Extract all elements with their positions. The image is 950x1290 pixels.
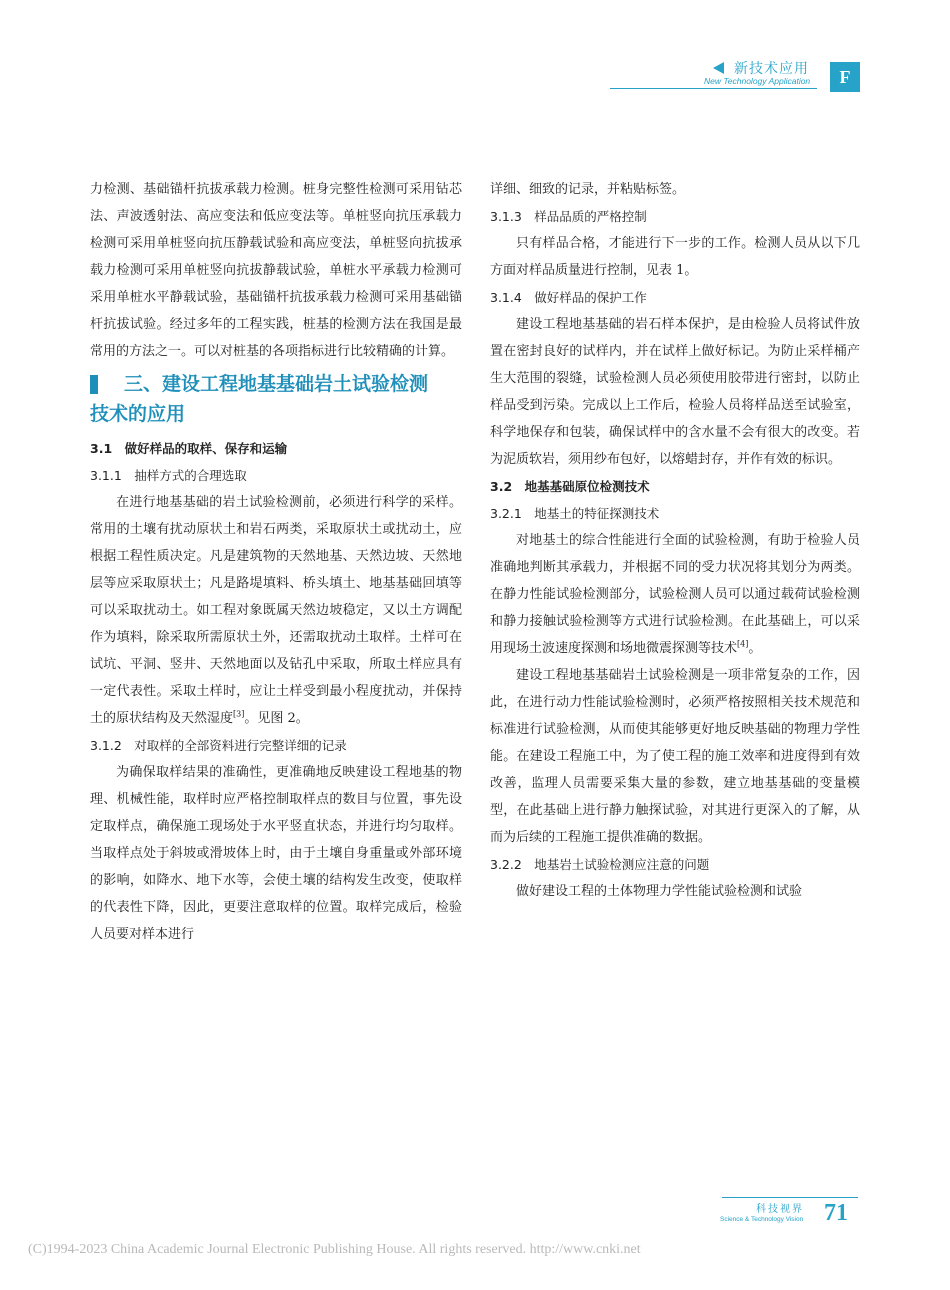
heading-3-2-2: 3.2.2 地基岩土试验检测应注意的问题	[490, 857, 710, 872]
heading-3-1-2: 3.1.2 对取样的全部资料进行完整详细的记录	[90, 738, 347, 753]
left-column	[90, 176, 462, 948]
section-heading-line1: 三、建设工程地基基础岩土试验检测	[124, 373, 429, 395]
paragraph-3-2-1b: 建设工程地基基础岩土试验检测是一项非常复杂的工作，因此，在进行动力性能试验检测时，必须严格按照相关技术规范和标准进行试验检测，从而使其能够更好地反映基础的物理力学性能。在建设工程施工中，为了使工程的施工效率和进度得到有效改善，监理人员需要采集大量的参数，建立地基基础的变量模型，在此基础上进行静力触探试验，对其进行更深入的了解，从而为后续的工程施工提供准确的数据。	[490, 668, 860, 845]
page-number: 71	[824, 1200, 848, 1226]
header-title-en: New Technology Application	[704, 76, 811, 86]
citation-4: [4]	[737, 639, 749, 649]
paragraph-continued: 详细、细致的记录，并粘贴标签。	[490, 182, 686, 197]
heading-3-2-1: 3.2.1 地基土的特征探测技术	[490, 506, 660, 521]
paragraph-3-2-2: 做好建设工程的土体物理力学性能试验检测和试验	[516, 884, 803, 899]
paragraph-3-1-3: 只有样品合格，才能进行下一步的工作。检测人员从以下几方面对样品质量进行控制，见表 1。	[490, 236, 860, 278]
triangle-left-icon	[713, 62, 724, 74]
paragraph-3-1-1-end: 。见图 2。	[244, 711, 309, 726]
heading-3-1-1: 3.1.1 抽样方式的合理选取	[90, 468, 247, 483]
heading-3-1: 3.1 做好样品的取样、保存和运输	[90, 441, 288, 456]
paragraph-3-2-1a	[490, 527, 860, 662]
journal-name-cn: 科技视界	[756, 1204, 804, 1215]
heading-3-1-3: 3.1.3 样品品质的严格控制	[490, 209, 647, 224]
header-title-cn: 新技术应用	[734, 61, 809, 77]
paragraph-3-1-1	[90, 489, 462, 732]
paragraph-intro: 力检测、基础锚杆抗拔承载力检测。桩身完整性检测可采用钻芯法、声波透射法、高应变法和低应变法等。单桩竖向抗压承载力检测可采用单桩竖向抗压静载试验和高应变法，单桩竖向抗拔承载力检测可采用单桩竖向抗拔静载试验，单桩水平承载力检测可采用单桩水平静载试验，基础锚杆抗拔承载力检测可采用基础锚杆抗拔试验。经过多年的工程实践，桩基的检测方法在我国是最常用的方法之一。可以对桩基的各项指标进行比较精确的计算。	[90, 182, 462, 359]
running-header	[600, 54, 870, 94]
copyright-notice: (C)1994-2023 China Academic Journal Electronic Publishing House. All rights reserved. http://www.cnki.net	[28, 1242, 641, 1257]
paragraph-3-2-1a-end: 。	[748, 641, 762, 656]
section-bar-icon	[90, 375, 98, 394]
citation-3: [3]	[233, 709, 245, 719]
section-letter-badge: F	[830, 62, 860, 92]
heading-3-1-4: 3.1.4 做好样品的保护工作	[490, 290, 647, 305]
paragraph-3-1-2: 为确保取样结果的准确性，更准确地反映建设工程地基的物理、机械性能，取样时应严格控制取样点的数目与位置，事先设定取样点，确保施工现场处于水平竖直状态，并进行均匀取样。当取样点处于斜坡或滑坡体上时，由于土壤自身重量或外部环境的影响，如降水、地下水等，会使土壤的结构发生改变，使取样的代表性下降，因此，更要注意取样的位置。取样完成后，检验人员要对样本进行	[90, 765, 462, 942]
journal-name-en: Science & Technology Vision	[720, 1216, 804, 1223]
paragraph-3-1-4: 建设工程地基基础的岩石样本保护，是由检验人员将试件放置在密封良好的试样内，并在试样上做好标记。为防止采样桶产生大范围的裂缝，试验检测人员必须使用胶带进行密封，以防止样品受到污染。完成以上工作后，检验人员将样品送至试验室，科学地保存和包装，确保试样中的含水量不会有很大的改变。若为泥质软岩，须用纱布包好，以熔蜡封存，并作有效的标识。	[490, 317, 860, 467]
section-heading	[90, 369, 462, 429]
footer-rule	[722, 1197, 858, 1198]
section-heading-line2: 技术的应用	[90, 403, 186, 425]
paragraph-3-2-1a-text: 对地基土的综合性能进行全面的试验检测，有助于检验人员准确地判断其承载力，并根据不同的受力状况将其划分为两类。在静力性能试验检测部分，试验检测人员可以通过载荷试验检测和静力接触试验检测等方式进行试验检测。在此基础上，可以采用现场土波速度探测和场地微震探测等技术	[490, 533, 860, 656]
header-rule	[610, 88, 817, 89]
heading-3-2: 3.2 地基基础原位检测技术	[490, 479, 650, 494]
right-column	[490, 176, 860, 905]
paragraph-3-1-1-text: 在进行地基基础的岩土试验检测前，必须进行科学的采样。常用的土壤有扰动原状土和岩石两类，采取原状土或扰动土，应根据工程性质决定。凡是建筑物的天然地基、天然边坡、天然地层等应采取原状土；凡是路堤填料、桥头填土、地基基础回填等可以采取扰动土。如工程对象既属天然边坡稳定，又以土方调配作为填料，除采取所需原状土外，还需取扰动土取样。土样可在试坑、平洞、竖井、天然地面以及钻孔中采取，所取土样应具有一定代表性。采取土样时，应让土样受到最小程度扰动，并保持土的原状结构及天然湿度	[90, 495, 462, 726]
running-footer	[700, 1192, 870, 1232]
